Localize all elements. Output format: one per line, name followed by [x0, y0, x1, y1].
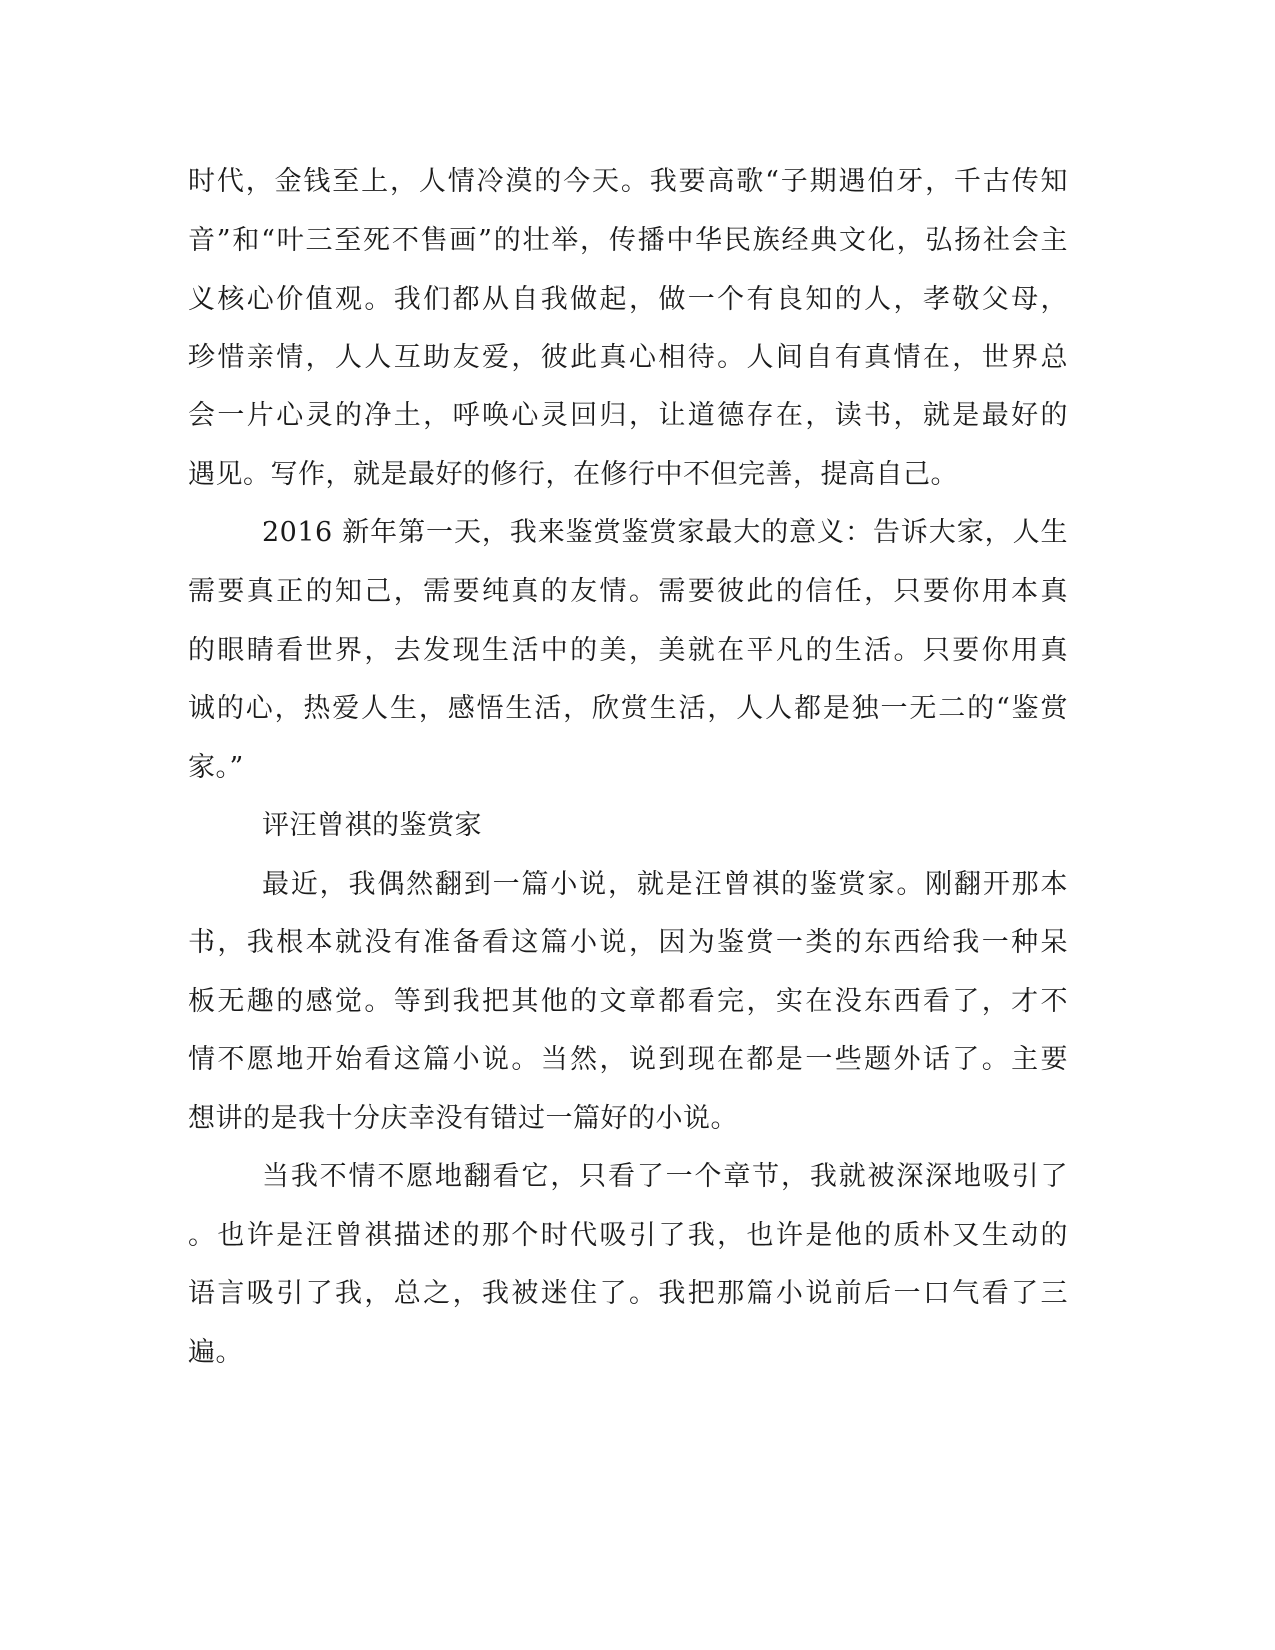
text-line: 2016 新年第一天，我来鉴赏鉴赏家最大的意义：告诉大家，人生: [262, 517, 1068, 548]
text-line: 会一片心灵的净土，呼唤心灵回归，让道德存在，读书，就是最好的: [188, 400, 1068, 431]
text-line: 书，我根本就没有准备看这篇小说，因为鉴赏一类的东西给我一种呆: [188, 927, 1068, 958]
text-line: 音”和“叶三至死不售画”的壮举，传播中华民族经典文化，弘扬社会主: [188, 225, 1068, 256]
text-line: 诚的心，热爱人生，感悟生活，欣赏生活，人人都是独一无二的“鉴赏: [188, 693, 1068, 724]
text-line: 遍。: [188, 1337, 243, 1368]
section-heading: 评汪曾祺的鉴赏家: [262, 810, 482, 841]
text-line: 珍惜亲情，人人互助友爱，彼此真心相待。人间自有真情在，世界总: [188, 342, 1068, 373]
text-line: 情不愿地开始看这篇小说。当然，说到现在都是一些题外话了。主要: [188, 1044, 1068, 1075]
text-line: 最近，我偶然翻到一篇小说，就是汪曾祺的鉴赏家。刚翻开那本: [262, 869, 1068, 900]
text-line: 需要真正的知己，需要纯真的友情。需要彼此的信任，只要你用本真: [188, 576, 1068, 607]
text-line: 时代，金钱至上，人情冷漠的今天。我要高歌“子期遇伯牙，千古传知: [188, 166, 1068, 197]
text-line: 。也许是汪曾祺描述的那个时代吸引了我，也许是他的质朴又生动的: [188, 1220, 1068, 1251]
text-line: 想讲的是我十分庆幸没有错过一篇好的小说。: [188, 1103, 738, 1134]
text-line: 板无趣的感觉。等到我把其他的文章都看完，实在没东西看了，才不: [188, 986, 1068, 1017]
text-line: 当我不情不愿地翻看它，只看了一个章节，我就被深深地吸引了: [262, 1161, 1068, 1192]
text-line: 遇见。写作，就是最好的修行，在修行中不但完善，提高自己。: [188, 459, 958, 490]
text-line: 的眼睛看世界，去发现生活中的美，美就在平凡的生活。只要你用真: [188, 635, 1068, 666]
text-line: 家。”: [188, 752, 244, 783]
text-line: 语言吸引了我，总之，我被迷住了。我把那篇小说前后一口气看了三: [188, 1278, 1068, 1309]
text-line: 义核心价值观。我们都从自我做起，做一个有良知的人，孝敬父母，: [188, 284, 1068, 315]
